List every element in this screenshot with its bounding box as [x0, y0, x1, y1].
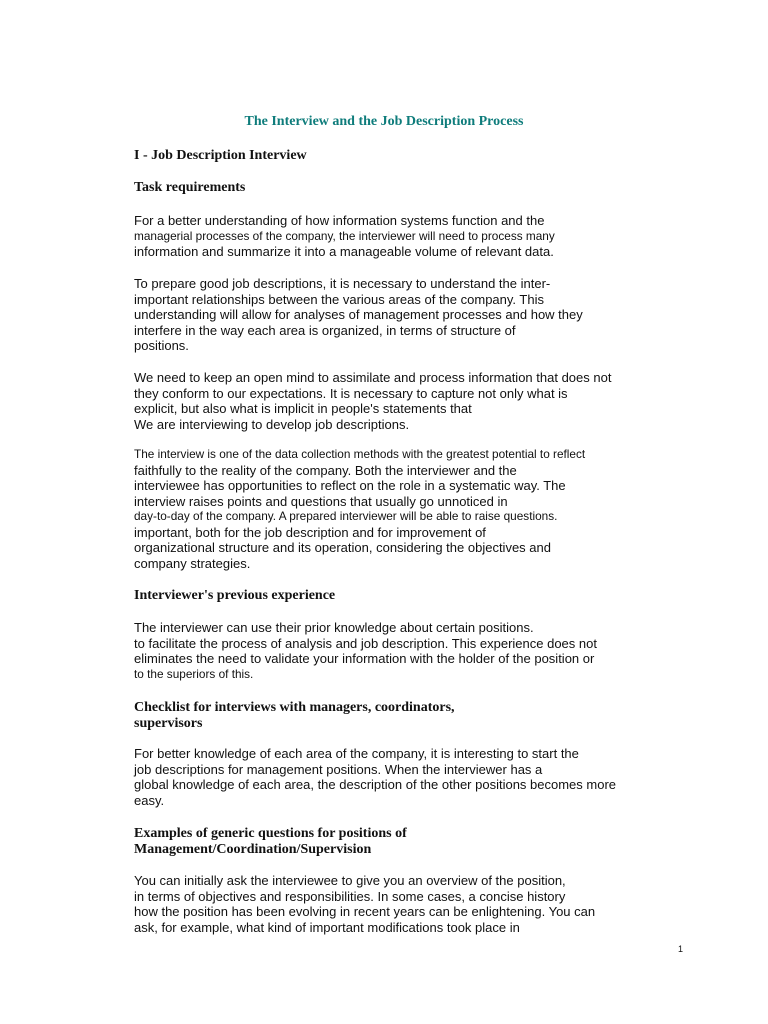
- paragraph-line: understanding will allow for analyses of management processes and how they: [134, 307, 583, 322]
- paragraph-line: faithfully to the reality of the company. Both the interviewer and the: [134, 462, 517, 478]
- paragraph-line: You can initially ask the interviewee to give you an overview of the position,: [134, 873, 566, 888]
- paragraph-line: To prepare good job descriptions, it is necessary to understand the inter-: [134, 276, 551, 291]
- paragraph-line: job descriptions for management positions. When the interviewer has a: [134, 761, 543, 777]
- paragraph-line: in terms of objectives and responsibilities. In some cases, a concise history: [134, 888, 566, 904]
- checklist-heading: [134, 700, 455, 732]
- paragraph-line: interview raises points and questions that usually go unnoticed in: [134, 493, 508, 509]
- paragraph-line: We are interviewing to develop job descriptions.: [134, 416, 410, 432]
- paragraph-line: managerial processes of the company, the interviewer will need to process many: [134, 228, 555, 243]
- document-title: The Interview and the Job Description Process: [244, 114, 524, 129]
- paragraph-line: organizational structure and its operation, considering the objectives and: [134, 540, 551, 555]
- paragraph-line: day-to-day of the company. A prepared interviewer will be able to raise questions.: [134, 509, 558, 523]
- paragraph-line: to the superiors of this.: [134, 666, 254, 681]
- examples-paragraph: [134, 873, 694, 935]
- paragraph-line: they conform to our expectations. It is necessary to capture not only what is: [134, 385, 568, 401]
- paragraph-line: to facilitate the process of analysis and job description. This experience does not: [134, 635, 597, 651]
- paragraph-line: For better knowledge of each area of the company, it is interesting to start the: [134, 746, 579, 761]
- paragraph-line: important, both for the job description and for improvement of: [134, 524, 486, 540]
- paragraph-line: explicit, but also what is implicit in people's statements that: [134, 401, 472, 416]
- checklist-heading-line: Checklist for interviews with managers, coordinators,: [134, 700, 455, 715]
- checklist-paragraph: [134, 746, 694, 808]
- examples-heading-line: Management/Coordination/Supervision: [134, 842, 372, 857]
- paragraph-line: interviewee has opportunities to reflect on the role in a systematic way. The: [134, 478, 566, 493]
- task-requirements-paragraph-3: [134, 370, 694, 432]
- paragraph-line: We need to keep an open mind to assimilate and process information that does not: [134, 370, 612, 385]
- previous-experience-paragraph: [134, 620, 694, 682]
- paragraph-line: information and summarize it into a manageable volume of relevant data.: [134, 244, 554, 259]
- paragraph-line: interfere in the way each area is organized, in terms of structure of: [134, 322, 516, 338]
- paragraph-line: easy.: [134, 792, 165, 808]
- paragraph-line: eliminates the need to validate your information with the holder of the position or: [134, 651, 595, 666]
- paragraph-line: global knowledge of each area, the description of the other positions becomes more: [134, 777, 617, 792]
- previous-experience-heading: Interviewer's previous experience: [134, 588, 336, 603]
- paragraph-line: how the position has been evolving in recent years can be enlightening. You can: [134, 904, 596, 919]
- checklist-heading-line: supervisors: [134, 716, 203, 731]
- paragraph-line: positions.: [134, 338, 189, 353]
- task-requirements-heading: Task requirements: [134, 180, 246, 195]
- section-heading: I - Job Description Interview: [134, 148, 307, 163]
- examples-heading: [134, 826, 407, 858]
- paragraph-line: The interviewer can use their prior knowledge about certain positions.: [134, 620, 534, 635]
- page-number: 1: [678, 944, 684, 954]
- task-requirements-paragraph-2: [134, 276, 694, 354]
- paragraph-line: ask, for example, what kind of important modifications took place in: [134, 919, 520, 935]
- task-requirements-paragraph-4: [134, 447, 694, 571]
- examples-heading-line: Examples of generic questions for positions of: [134, 826, 407, 841]
- paragraph-line: The interview is one of the data collection methods with the greatest potential to reflect: [134, 447, 586, 461]
- task-requirements-paragraph-1: [134, 213, 694, 260]
- paragraph-line: company strategies.: [134, 555, 251, 571]
- paragraph-line: important relationships between the various areas of the company. This: [134, 291, 544, 307]
- paragraph-line: For a better understanding of how information systems function and the: [134, 213, 545, 228]
